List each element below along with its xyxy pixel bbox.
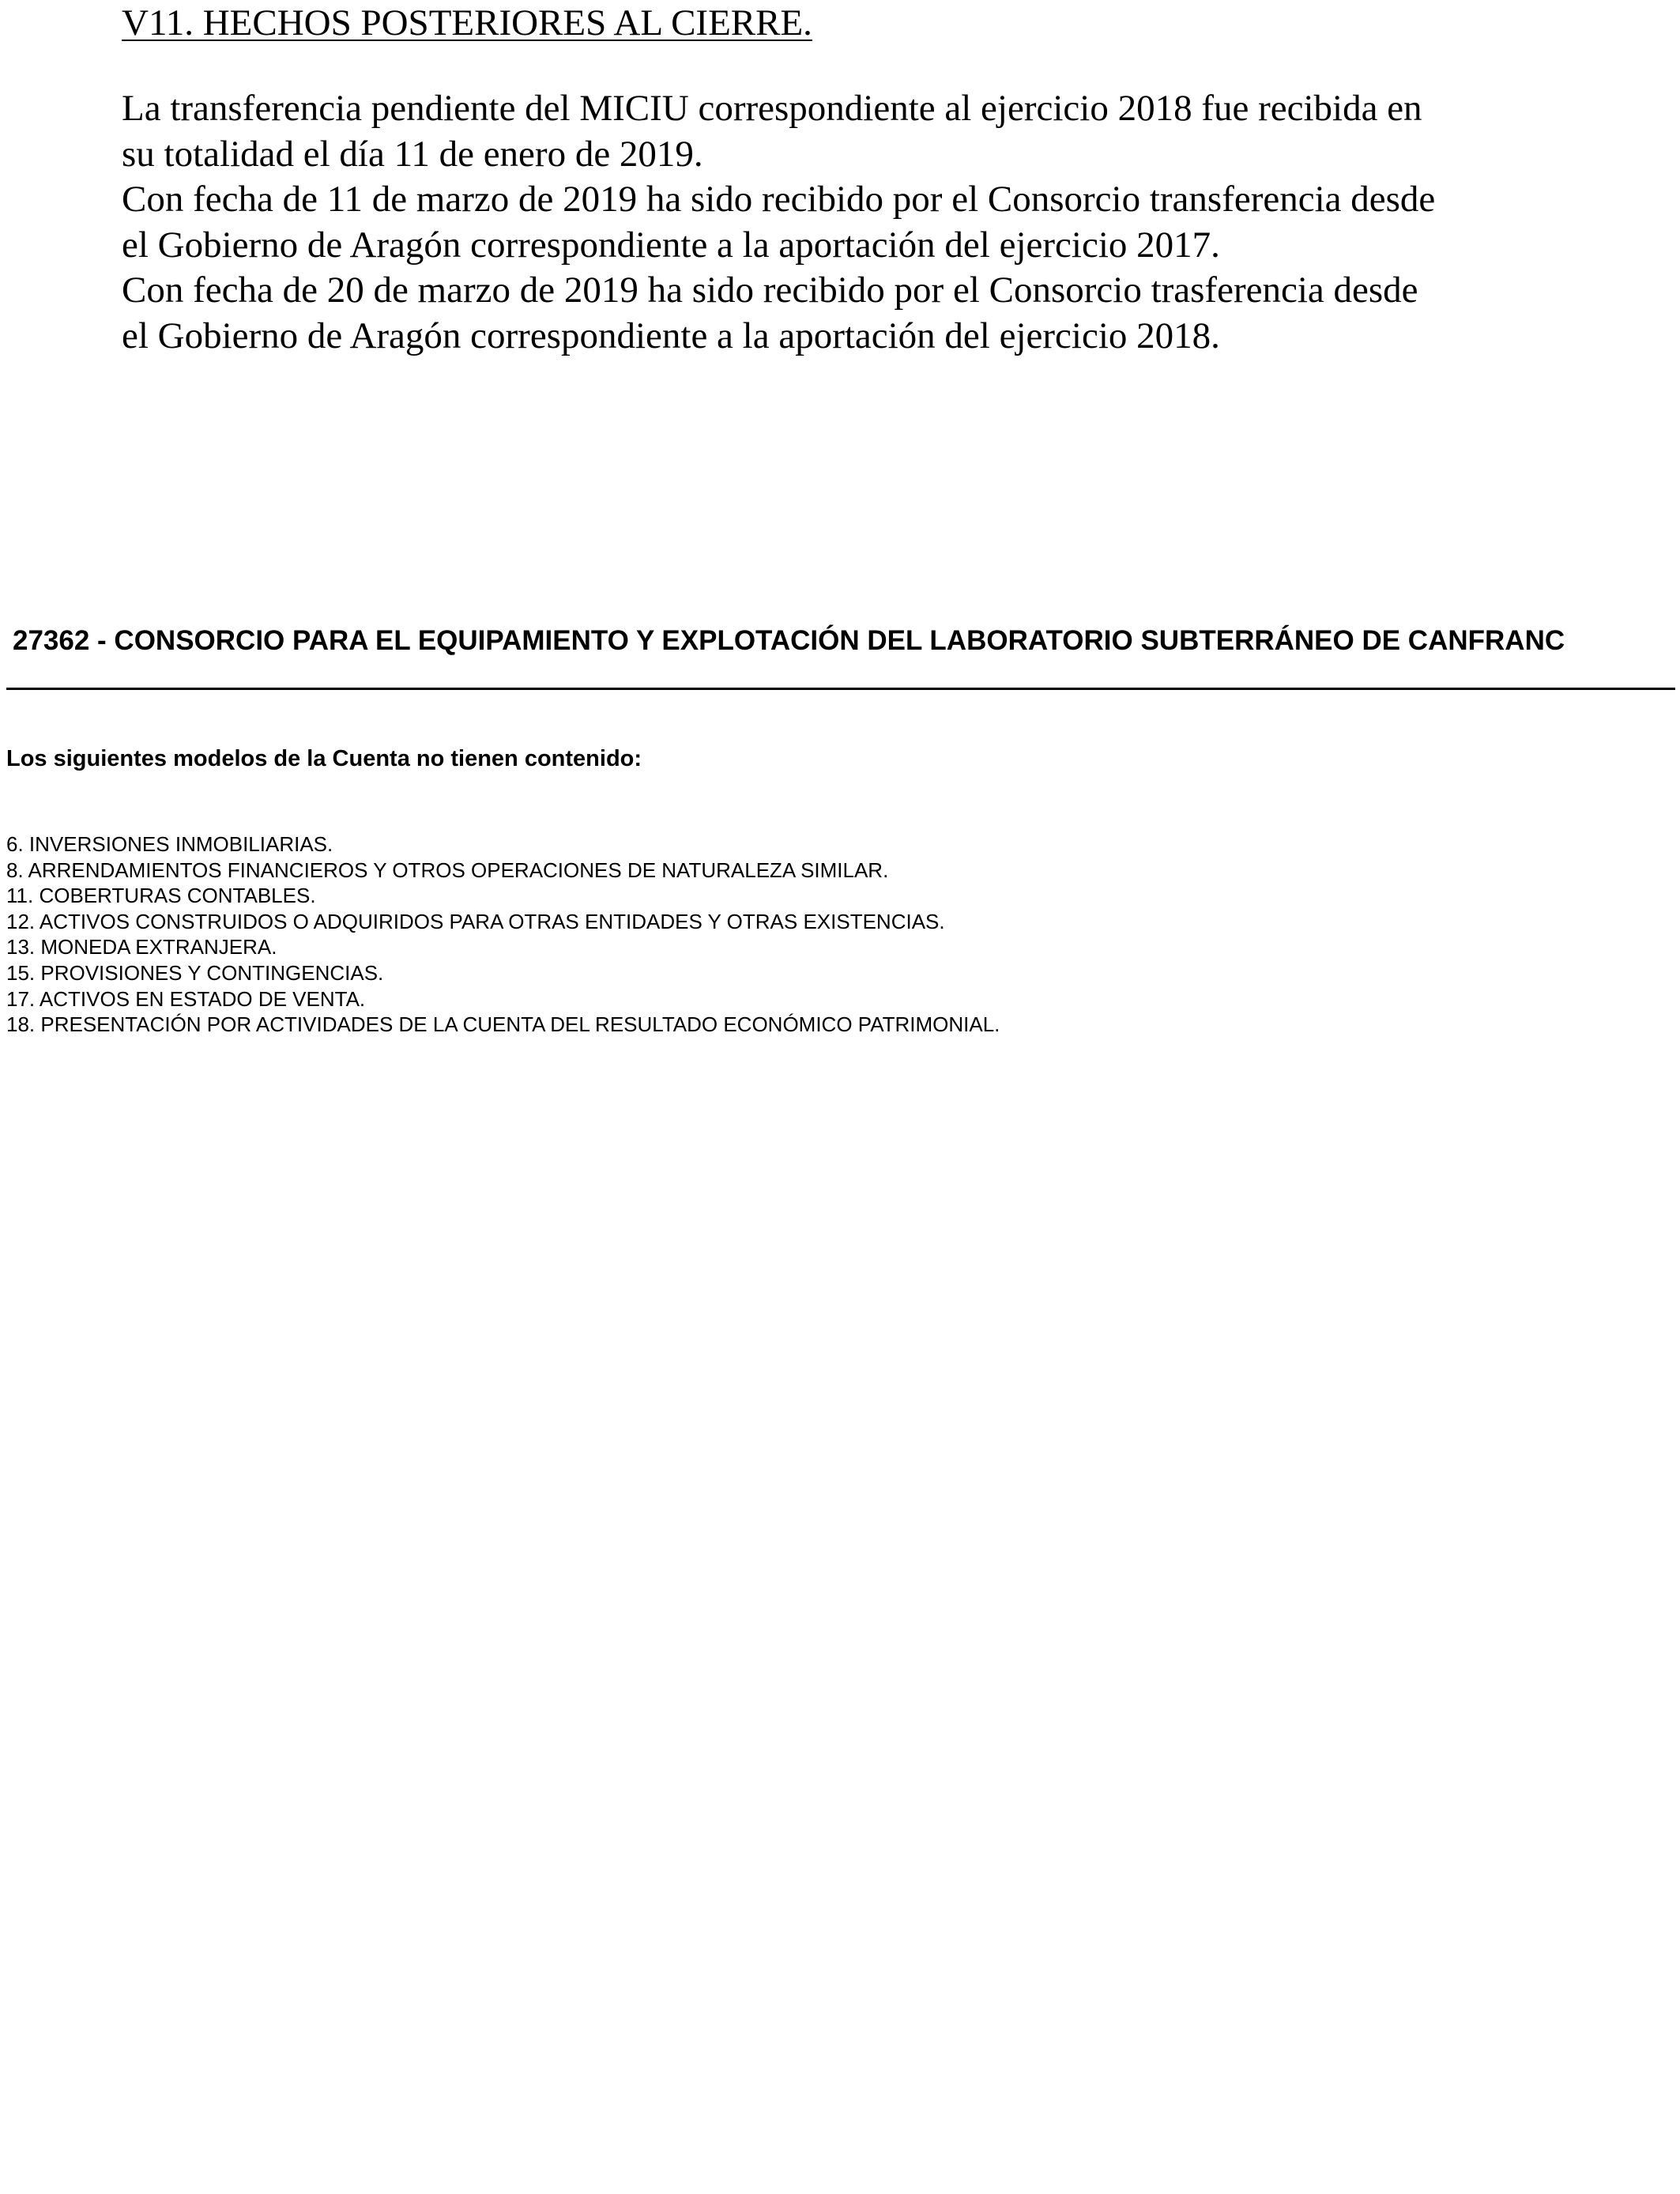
list-item: 12. ACTIVOS CONSTRUIDOS O ADQUIRIDOS PARA OTRAS ENTIDADES Y OTRAS EXISTENCIAS.: [6, 909, 945, 933]
list-item: 11. COBERTURAS CONTABLES.: [6, 884, 316, 908]
body-line: Con fecha de 11 de marzo de 2019 ha sido recibido por el Consorcio transferencia desde: [122, 179, 1436, 220]
body-line: La transferencia pendiente del MICIU correspondiente al ejercicio 2018 fue recibida en: [122, 88, 1422, 129]
title-divider: [6, 688, 1675, 690]
body-line: el Gobierno de Aragón correspondiente a la aportación del ejercicio 2018.: [122, 315, 1220, 356]
section-heading: V11. HECHOS POSTERIORES AL CIERRE.: [122, 2, 812, 43]
list-item: 13. MONEDA EXTRANJERA.: [6, 935, 277, 959]
list-item: 18. PRESENTACIÓN POR ACTIVIDADES DE LA CUENTA DEL RESULTADO ECONÓMICO PATRIMONIAL.: [6, 1012, 1000, 1037]
body-paragraph: [122, 86, 1544, 359]
body-line: Con fecha de 20 de marzo de 2019 ha sido recibido por el Consorcio trasferencia desde: [122, 270, 1418, 311]
empty-models-list: [6, 831, 1000, 1038]
models-intro: Los siguientes modelos de la Cuenta no tienen contenido:: [6, 746, 642, 771]
list-item: 8. ARRENDAMIENTOS FINANCIEROS Y OTROS OPERACIONES DE NATURALEZA SIMILAR.: [6, 858, 889, 882]
list-item: 17. ACTIVOS EN ESTADO DE VENTA.: [6, 986, 366, 1011]
body-line: su totalidad el día 11 de enero de 2019.: [122, 133, 703, 175]
entity-title: 27362 - CONSORCIO PARA EL EQUIPAMIENTO Y EXPLOTACIÓN DEL LABORATORIO SUBTERRÁNEO DE CANFRANC: [13, 625, 1565, 656]
list-item: 15. PROVISIONES Y CONTINGENCIAS.: [6, 960, 384, 985]
list-item: 6. INVERSIONES INMOBILIARIAS.: [6, 832, 333, 856]
body-line: el Gobierno de Aragón correspondiente a la aportación del ejercicio 2017.: [122, 224, 1220, 266]
